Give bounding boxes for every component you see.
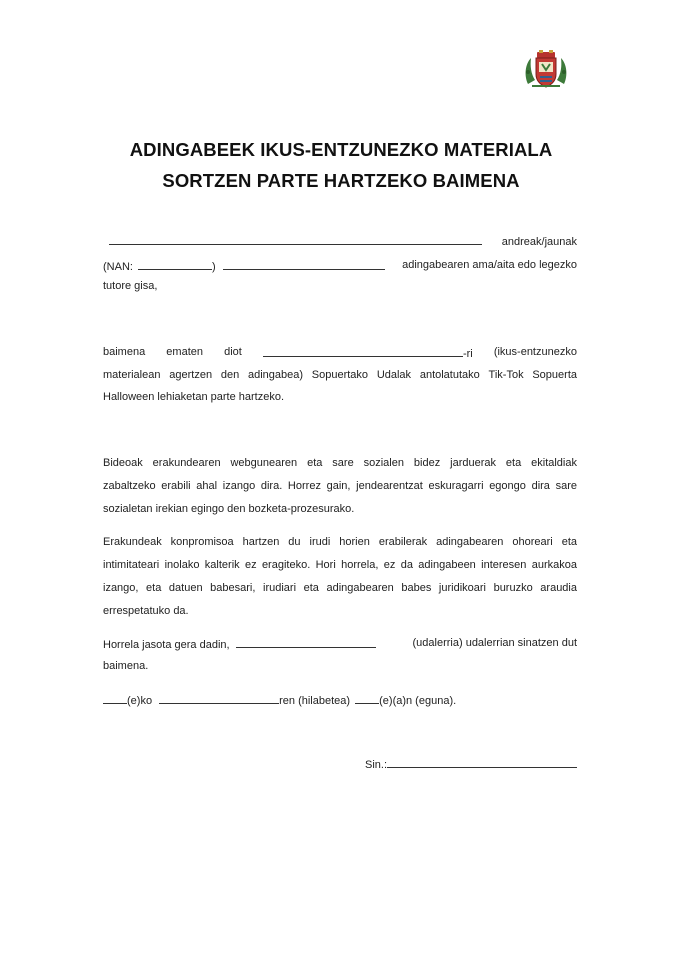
nan-close-paren: ): [212, 261, 216, 273]
municipality-intro: Horrela jasota gera dadin,: [103, 639, 230, 651]
year-blank[interactable]: [103, 692, 127, 704]
paragraph-3-line-3: sozialetan irekian egingo den bozketa-prozesurako.: [103, 503, 355, 515]
permission-suffix: -ri: [462, 348, 473, 360]
nan-line: [103, 258, 577, 274]
signature-line: [103, 756, 577, 772]
municipality-blank[interactable]: [236, 636, 376, 648]
municipality-text: (udalerria) udalerrian sinatzen dut: [412, 637, 577, 649]
tutore-line: tutore gisa,: [103, 280, 158, 292]
signature-blank[interactable]: [387, 756, 577, 768]
paragraph-2-line-3: Halloween lehiaketan parte hartzeko.: [103, 391, 285, 403]
andreak-jaunak-label: andreak/jaunak: [501, 236, 577, 248]
document-title-line-1: ADINGABEEK IKUS-ENTZUNEZKO MATERIALA: [129, 139, 553, 160]
name-blank[interactable]: [109, 233, 482, 245]
nan-blank[interactable]: [138, 258, 212, 270]
paragraph-3-line-1: Bideoak erakundearen webgunearen eta sare sozialen bidez jarduerak eta ekitaldiak: [103, 457, 577, 469]
paragraph-4-line-3: izango, eta datuen babesari, irudiari eta adingabearen babes juridikoari buruzko araudia: [103, 582, 577, 594]
day-blank[interactable]: [355, 692, 379, 704]
permission-word-3: diot: [224, 346, 242, 358]
name-line: [103, 233, 577, 249]
paragraph-4-line-1: Erakundeak konpromisoa hartzen du irudi horien erabilerak adingabearen ohoreari eta: [103, 536, 577, 548]
paragraph-2-line-2: materialean agertzen den adingabea) Sopuertako Udalak antolatutako Tik-Tok Sopuerta: [103, 369, 577, 381]
guardian-text: adingabearen ama/aita edo legezko: [402, 259, 577, 271]
paragraph-3-line-2: zabaltzeko erabili ahal izango dira. Horrez gain, jendearentzat eskuragarri egongo dira sare: [103, 480, 577, 492]
date-line: [103, 692, 577, 708]
permission-word-1: baimena: [103, 346, 146, 358]
document-title-line-2: SORTZEN PARTE HARTZEKO BAIMENA: [162, 170, 520, 191]
year-suffix: (e)ko: [127, 695, 153, 707]
permission-line: [103, 345, 577, 361]
permission-word-5: (ikus-entzunezko: [493, 346, 577, 358]
coat-of-arms-seal: [522, 50, 570, 90]
day-suffix: (e)(a)n (eguna).: [379, 695, 457, 707]
municipality-line: [103, 636, 577, 652]
paragraph-5-line-2: baimena.: [103, 660, 149, 672]
month-blank[interactable]: [159, 692, 279, 704]
paragraph-4-line-2: intimitateari inolako kalterik ez eragiteko. Hori horrela, ez da adingabeen interesen aurkakoa: [103, 559, 577, 571]
month-suffix: ren (hilabetea): [279, 695, 351, 707]
permission-blank[interactable]: [263, 345, 463, 357]
nan-label: (NAN:: [103, 261, 133, 273]
signature-label: Sin.:: [364, 759, 387, 771]
minor-name-blank[interactable]: [223, 258, 385, 270]
permission-word-2: ematen: [166, 346, 203, 358]
paragraph-4-line-4: errespetatuko da.: [103, 605, 189, 617]
